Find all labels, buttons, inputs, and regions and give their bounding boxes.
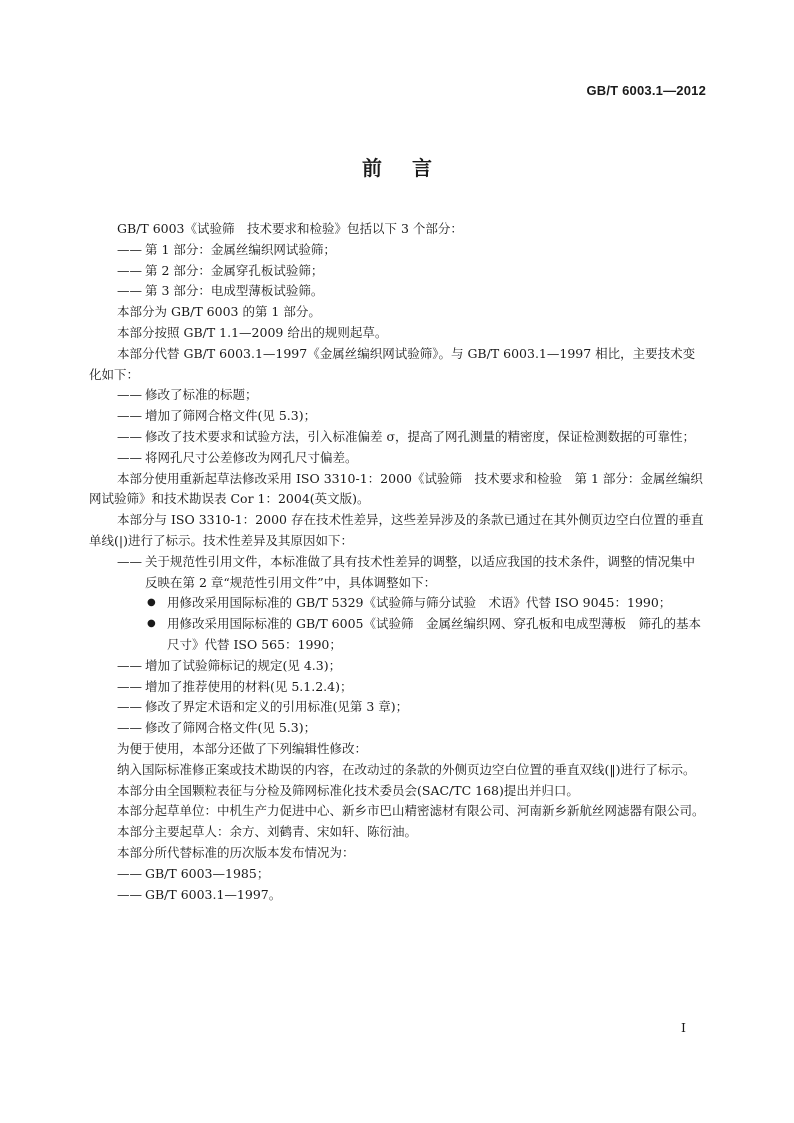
dash-marker: —— bbox=[117, 283, 142, 299]
list-item-text: 第 1 部分：金属丝编织网试验筛； bbox=[145, 241, 336, 257]
list-item bbox=[117, 240, 707, 261]
list-item-text: 修改了筛网合格文件(见 5.3)； bbox=[145, 720, 317, 736]
paragraph: 本部分主要起草人：余方、刘鹤青、宋如轩、陈衍油。 bbox=[117, 824, 418, 840]
list-item bbox=[117, 406, 707, 427]
list-item bbox=[117, 697, 707, 718]
dash-marker: —— bbox=[117, 449, 142, 465]
list-item-text: 将网孔尺寸公差修改为网孔尺寸偏差。 bbox=[145, 449, 358, 465]
bullet-icon: ● bbox=[147, 618, 156, 630]
list-item-text: 第 3 部分：电成型薄板试验筛。 bbox=[145, 283, 324, 299]
bullet-item bbox=[145, 593, 707, 614]
list-item bbox=[117, 427, 707, 448]
document-body bbox=[89, 219, 707, 905]
list-item-text: 第 2 部分：金属穿孔板试验筛； bbox=[145, 262, 324, 278]
dash-marker: —— bbox=[117, 657, 142, 673]
list-item bbox=[117, 385, 707, 406]
dash-marker: —— bbox=[117, 408, 142, 424]
bullet-text: 用修改采用国际标准的 GB/T 5329《试验筛与筛分试验 术语》代替 ISO 9045：1990； bbox=[167, 595, 672, 611]
page-title: 前言 bbox=[362, 156, 462, 180]
list-item bbox=[117, 885, 707, 906]
list-item-text: 增加了推荐使用的材料(见 5.1.2.4)； bbox=[145, 678, 353, 694]
page-number: I bbox=[681, 1020, 686, 1035]
list-item bbox=[117, 448, 707, 469]
dash-marker: —— bbox=[117, 262, 142, 278]
dash-marker: —— bbox=[117, 241, 142, 257]
list-item bbox=[117, 656, 707, 677]
dash-marker: —— bbox=[117, 886, 142, 902]
bullet-item bbox=[145, 614, 707, 656]
list-item-text: 增加了试验筛标记的规定(见 4.3)； bbox=[145, 657, 342, 673]
paragraph: 本部分按照 GB/T 1.1—2009 给出的规则起草。 bbox=[117, 324, 388, 340]
list-item bbox=[117, 864, 707, 885]
list-item bbox=[117, 677, 707, 698]
paragraph: 为便于使用，本部分还做了下列编辑性修改： bbox=[117, 740, 368, 756]
paragraph: 纳入国际标准修正案或技术勘误的内容，在改动过的条款的外侧页边空白位置的垂直双线(‖)进行了标示。 bbox=[117, 761, 696, 777]
dash-marker: —— bbox=[117, 387, 142, 403]
paragraph: 本部分起草单位：中机生产力促进中心、新乡市巴山精密滤材有限公司、河南新乡新航丝网滤器有限公司。 bbox=[117, 803, 705, 819]
dash-marker: —— bbox=[117, 865, 142, 881]
dash-marker: —— bbox=[117, 553, 142, 569]
list-item-text: 修改了技术要求和试验方法，引入标准偏差 σ，提高了网孔测量的精密度，保证检测数据的可靠性； bbox=[145, 428, 696, 444]
dash-marker: —— bbox=[117, 428, 142, 444]
standard-code: GB/T 6003.1—2012 bbox=[586, 83, 706, 98]
bullet-icon: ● bbox=[147, 597, 156, 609]
paragraph: GB/T 6003《试验筛 技术要求和检验》包括以下 3 个部分： bbox=[117, 221, 463, 236]
paragraph: 本部分为 GB/T 6003 的第 1 部分。 bbox=[117, 304, 321, 320]
list-item bbox=[117, 718, 707, 739]
list-item-text: 增加了筛网合格文件(见 5.3)； bbox=[145, 408, 317, 424]
paragraph: 本部分代替 GB/T 6003.1—1997《金属丝编织网试验筛》。与 GB/T 6003.1—1997 相比，主要技术变化如下： bbox=[89, 345, 696, 382]
list-item bbox=[117, 261, 707, 282]
list-item bbox=[117, 281, 707, 302]
list-item-text: 修改了标准的标题； bbox=[145, 387, 258, 403]
bullet-text: 用修改采用国际标准的 GB/T 6005《试验筛 金属丝编织网、穿孔板和电成型薄板 筛孔的基本尺寸》代替 ISO 565：1990； bbox=[167, 616, 701, 652]
paragraph: 本部分所代替标准的历次版本发布情况为： bbox=[117, 844, 355, 860]
dash-marker: —— bbox=[117, 699, 142, 715]
list-item-text: GB/T 6003.1—1997。 bbox=[145, 886, 282, 902]
paragraph: 本部分与 ISO 3310-1：2000 存在技术性差异，这些差异涉及的条款已通过在其外侧页边空白位置的垂直单线(|)进行了标示。技术性差异及其原因如下： bbox=[89, 512, 704, 548]
list-item bbox=[117, 552, 707, 594]
dash-marker: —— bbox=[117, 720, 142, 736]
dash-marker: —— bbox=[117, 678, 142, 694]
list-item-text: GB/T 6003—1985； bbox=[145, 865, 270, 881]
list-item-text: 修改了界定术语和定义的引用标准(见第 3 章)； bbox=[145, 699, 409, 715]
list-item-text: 关于规范性引用文件，本标准做了具有技术性差异的调整，以适应我国的技术条件，调整的情况集中反映在第 2 章“规范性引用文件”中，具体调整如下： bbox=[145, 553, 696, 590]
paragraph: 本部分由全国颗粒表征与分检及筛网标准化技术委员会(SAC/TC 168)提出并归口。 bbox=[117, 782, 579, 798]
paragraph: 本部分使用重新起草法修改采用 ISO 3310-1：2000《试验筛 技术要求和检验 第 1 部分：金属丝编织网试验筛》和技术勘误表 Cor 1：2004(英文版)。 bbox=[89, 470, 703, 507]
